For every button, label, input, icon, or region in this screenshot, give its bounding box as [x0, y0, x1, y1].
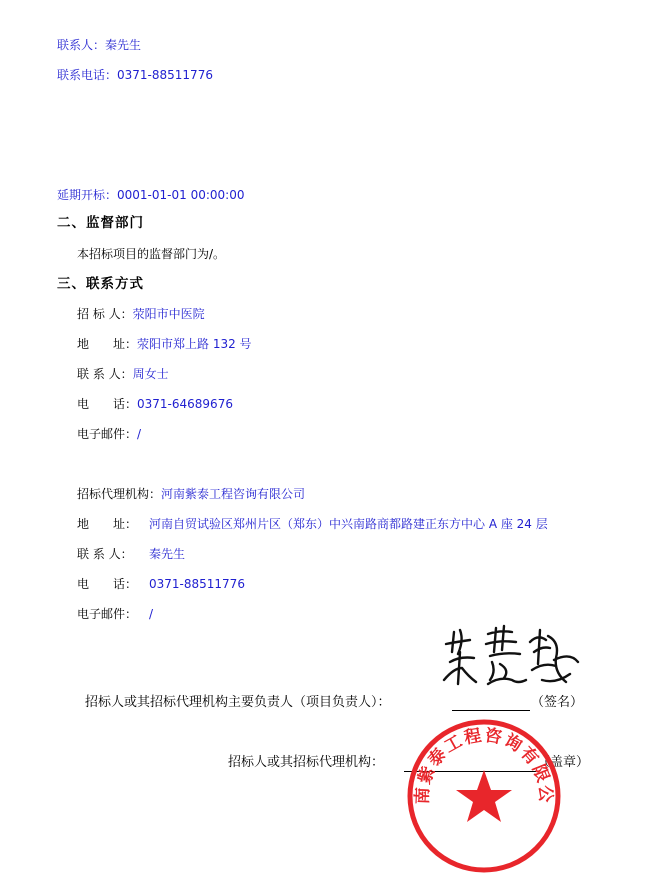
- agency-phone-value: 0371-88511776: [149, 577, 245, 591]
- organization-label: 招标人或其招标代理机构：: [228, 755, 385, 770]
- company-seal: [404, 716, 564, 879]
- tenderer-contact-label: 联 系 人：: [77, 367, 133, 381]
- section2-text: 本招标项目的监督部门为/。: [77, 247, 226, 261]
- tenderer-phone-row: [77, 396, 233, 412]
- tenderer-email-value: /: [137, 427, 142, 441]
- agency-phone-label: 电 话：: [77, 577, 138, 591]
- tenderer-address-label: 地 址：: [77, 337, 138, 351]
- agency-contact-label: 联 系 人：: [77, 547, 133, 561]
- agency-name-row: [77, 486, 305, 502]
- tenderer-email-row: [77, 426, 141, 442]
- svg-text:河南紫泰工程咨询有限公司: 南紫泰工程咨询有限公: [412, 725, 556, 805]
- delay-opening: [57, 187, 244, 203]
- agency-phone-row: [77, 576, 245, 592]
- agency-contact-row: [77, 546, 185, 562]
- signature-icon: [430, 622, 590, 702]
- stamp-suffix: （盖章）: [537, 755, 590, 770]
- responsible-person-label: 招标人或其招标代理机构主要负责人（项目负责人）：: [85, 695, 391, 710]
- tenderer-name-value: 荥阳市中医院: [132, 307, 205, 321]
- tenderer-phone-value: 0371-64689676: [137, 397, 233, 411]
- seal-icon: [404, 716, 564, 876]
- top-contact-label: 联系人：: [57, 38, 106, 52]
- tenderer-name-label: 招 标 人：: [77, 307, 133, 321]
- handwritten-signature: [430, 622, 590, 705]
- section2-heading: 二、监督部门: [57, 215, 144, 231]
- agency-contact-value: 秦先生: [149, 547, 186, 561]
- signature-suffix: （签名）: [531, 695, 584, 710]
- top-contact-value: 秦先生: [105, 38, 142, 52]
- tenderer-address-value: 荥阳市郑上路 132 号: [137, 337, 252, 351]
- agency-name-value: 河南紫泰工程咨询有限公司: [161, 487, 306, 501]
- agency-name-label: 招标代理机构：: [77, 487, 162, 501]
- top-phone-label: 联系电话：: [57, 68, 118, 82]
- tenderer-contact-value: 周女士: [132, 367, 169, 381]
- top-contact: [57, 37, 141, 53]
- top-phone: [57, 67, 213, 83]
- agency-address-label: 地 址：: [77, 517, 138, 531]
- signature-line: [452, 710, 530, 711]
- agency-email-row: [77, 606, 153, 622]
- tenderer-address-row: [77, 336, 252, 352]
- tenderer-contact-row: [77, 366, 169, 382]
- agency-address-value: 河南自贸试验区郑州片区（郑东）中兴南路商都路建正东方中心 A 座 24 层: [149, 517, 548, 531]
- tenderer-phone-label: 电 话：: [77, 397, 138, 411]
- agency-address-row: [77, 516, 548, 532]
- agency-email-label: 电子邮件：: [77, 607, 138, 621]
- top-phone-value: 0371-88511776: [117, 68, 213, 82]
- delay-opening-label: 延期开标：: [57, 188, 118, 202]
- section3-heading: 三、联系方式: [57, 276, 144, 292]
- delay-opening-value: 0001-01-01 00:00:00: [117, 188, 245, 202]
- agency-email-value: /: [149, 607, 154, 621]
- tenderer-email-label: 电子邮件：: [77, 427, 138, 441]
- tenderer-name-row: [77, 306, 205, 322]
